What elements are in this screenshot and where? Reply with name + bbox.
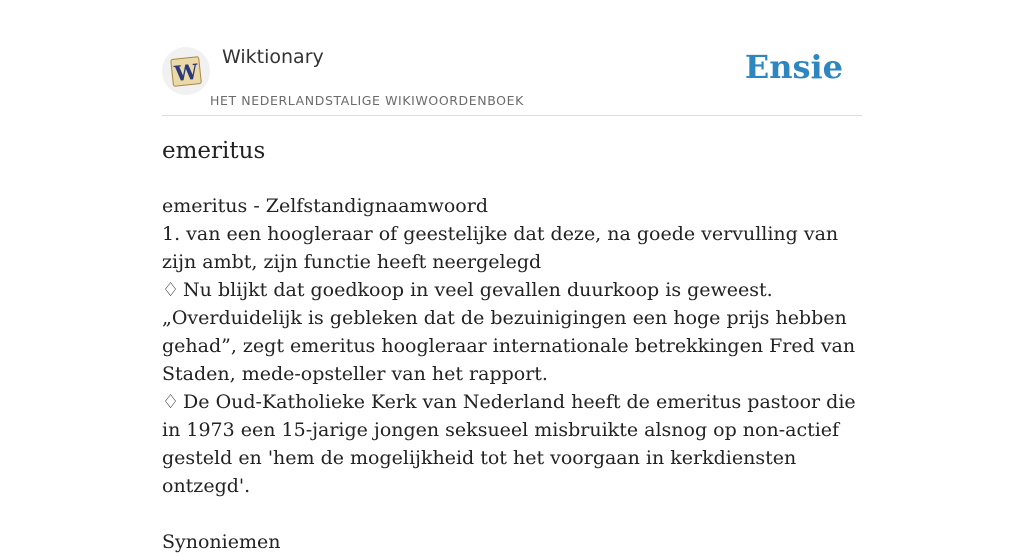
spacer — [162, 500, 862, 528]
example-item — [162, 388, 862, 500]
example-text: De Oud-Katholieke Kerk van Nederland heeft de emeritus pastoor die in 1973 een 15-jarige jongen seksueel misbruikte alsnog op non-actief gesteld en 'hem de mogelijkheid tot het voorgaan in kerkdiensten ontzegd'. — [162, 391, 856, 497]
section-heading-synoniemen: Synoniemen — [162, 531, 281, 553]
logo-letter: W — [173, 58, 200, 87]
wiktionary-tile-icon — [168, 53, 204, 89]
example-item — [162, 276, 862, 388]
definition-text: 1. van een hoogleraar of geestelijke dat deze, na goede vervulling van zijn ambt, zijn functie heeft neergelegd — [162, 223, 839, 273]
entry-content — [162, 192, 862, 556]
site-name[interactable]: Wiktionary — [222, 46, 324, 68]
wiktionary-logo-icon[interactable] — [162, 47, 210, 95]
ensie-brand-link[interactable]: Ensie — [744, 48, 843, 86]
site-tagline: HET NEDERLANDSTALIGE WIKIWOORDENBOEK — [210, 93, 524, 108]
example-text: Nu blijkt dat goedkoop in veel gevallen duurkoop is geweest. „Overduidelijk is gebleken dat de bezuinigingen een hoge prijs hebben gehad”, zegt emeritus hoogleraar internationale betrekkingen Fred van Staden, mede-opsteller van het rapport. — [162, 279, 856, 385]
page — [162, 0, 862, 553]
page-title: emeritus — [162, 138, 266, 164]
site-header — [162, 0, 862, 116]
diamond-icon: ♢ — [162, 391, 180, 413]
part-of-speech-line: emeritus - Zelfstandignaamwoord — [162, 195, 488, 217]
diamond-icon: ♢ — [162, 279, 180, 301]
